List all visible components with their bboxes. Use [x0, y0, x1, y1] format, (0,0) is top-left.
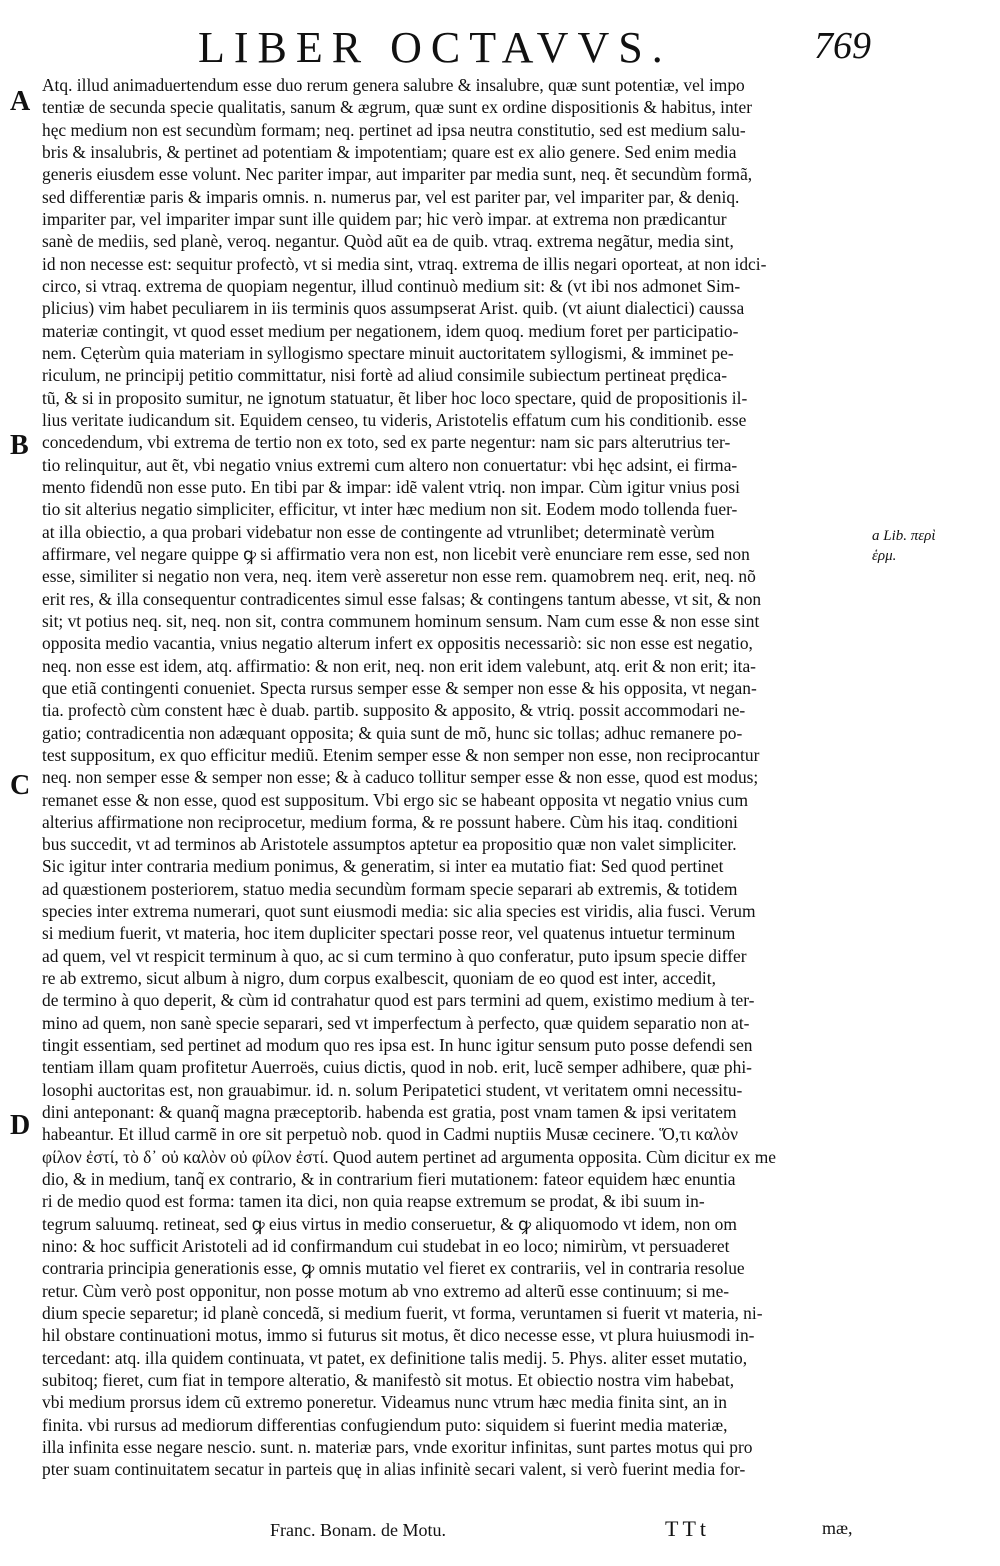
text-line: de termino à quo deperit, & cùm id contrahatur quod est pars termini ad quem, existimo medium à ter-	[42, 990, 755, 1011]
text-line: species inter extrema numerari, quot sunt eiusmodi media: sic alia species est viridis, alia fusci. Verum	[42, 901, 756, 922]
text-line: re ab extremo, sicut album à nigro, dum corpus exalbescit, quoniam de eo quod est inter, accedit,	[42, 968, 716, 989]
marginal-note-line: ἑρμ.	[872, 548, 897, 564]
text-line: sanè de mediis, sed planè, veroq. negantur. Quòd aũt ea de quib. vtraq. extrema negãtur, media sint,	[42, 231, 734, 252]
text-line: materiæ contingit, vt quod esset medium per negationem, idem quoq. medium foret per participatio-	[42, 320, 739, 341]
text-line: pter suam continuitatem secatur in parteis quę in alias infinitè secari valent, si verò fuerint media for-	[42, 1459, 746, 1480]
text-line: Sic igitur inter contraria medium ponimus, & generatim, si inter ea mutatio fiat: Sed quod pertinet	[42, 856, 724, 877]
text-line: ad quem, vel vt respicit terminum à quo, ac si cum termino à quo conferatur, puto ipsum specie differ	[42, 945, 747, 966]
text-line: affirmare, vel negare quippe ꝙ si affirmatio vera non est, non licebit verè enunciare rem esse, sed non	[42, 543, 750, 564]
text-line: opposita medio vacantia, vnius negatio alterum infert ex oppositis necessariò: sic non esse est negatio,	[42, 633, 753, 654]
section-letter-a: A	[10, 86, 31, 117]
text-line: si medium fuerit, vt materia, hoc item dupliciter spectari posse reor, vel quatenus intuetur terminum	[42, 923, 736, 944]
text-line: hęc medium non est secundùm formam; neq. pertinet ad ipsa neutra constitutio, sed est medium salu-	[42, 119, 746, 140]
text-line: tũ, & si in proposito sumitur, ne ignotum statuatur, ẽt liber hoc loco spectare, quid de propositionis il-	[42, 387, 748, 408]
text-line: sit; vt potius neq. sit, neq. non sit, contra communem hominum sensum. Nam cum esse & non esse sint	[42, 610, 760, 631]
catchword: mæ,	[822, 1518, 853, 1538]
text-line: esse, similiter si negatio non vera, neq. item verè asseretur non esse rem. quamobrem neq. erit, neq. nõ	[42, 566, 756, 587]
text-line: Atq. illud animaduertendum esse duo rerum genera salubre & insalubre, quæ sunt potentiæ, vel impo	[42, 75, 745, 95]
text-line: tio sit alterius negatio simpliciter, efficitur, vt inter hæc medium non sit. Eodem modo tollenda fuer-	[42, 499, 738, 520]
marginal-note-line: a Lib. περὶ	[872, 528, 936, 544]
text-line: at illa obiectio, a qua probari videbatur non esse de contingente ad vtrunlibet; determinatè verùm	[42, 521, 715, 542]
text-line: circo, si vtraq. extrema de quopiam negentur, illud continuò medium sit: & (vt ibi nos admonet Sim-	[42, 275, 741, 296]
text-line: dini anteponant: & quanq̃ magna præceptorib. habenda est gratia, post vnam tamen & ipsi veritatem	[42, 1102, 737, 1123]
page-number: 769	[814, 25, 871, 67]
text-line: plicius) vim habet peculiarem in iis terminis quos assumpserat Arist. quib. (vt aiunt dialectici) caussa	[42, 298, 745, 319]
text-line: tentiam illam quam profitetur Auerroës, cuius dictis, quod in nob. erit, lucẽ semper adhibere, quæ phi-	[42, 1057, 752, 1078]
footer-author: Franc. Bonam. de Motu.	[270, 1520, 446, 1540]
signature-mark: TTt	[665, 1516, 710, 1541]
text-line: tentiæ de secunda specie qualitatis, sanum & ægrum, quæ sunt ex ordine dispositionis & habitus, inter	[42, 97, 753, 118]
text-line: losophi auctoritas est, non grauabimur. id. n. solum Peripatetici student, vt veritatem omni necessitu-	[42, 1079, 743, 1100]
text-line: concedendum, vbi extrema de tertio non ex toto, sed ex parte negentur: nam sic pars alterutrius ter-	[42, 432, 731, 453]
text-line: neq. non semper esse & semper non esse; & à caduco tollitur semper esse & non esse, quod est modus;	[42, 767, 759, 788]
text-line: que etiã contingenti conueniet. Specta rursus semper esse & semper non esse & his opposita, vt negan-	[42, 677, 757, 698]
text-line: alterius affirmatione non reciprocetur, medium forma, & re possunt habere. Cùm his itaq. conditioni	[42, 811, 738, 832]
text-line: bus succedit, vt ad terminos ab Aristotele assumptos aptetur ea propositio quæ non valet simpliciter.	[42, 834, 737, 855]
text-line: remanet esse & non esse, quod est suppositum. Vbi ergo sic se habeant opposita vt negatio vnius cum	[42, 789, 748, 810]
text-line: φίλον ἐστί, τὸ δ᾽ οὐ καλὸν οὐ φίλον ἐστί. Quod autem pertinet ad argumenta opposita. Cùm dicitur ex me	[42, 1146, 776, 1167]
text-line: hil obstare continuationi motus, immo si futurus sit motus, ẽt dico necesse esse, vt plura huiusmodi in-	[42, 1325, 755, 1346]
text-line: retur. Cùm verò post opponitur, non posse motum ab vno extremo ad alterũ esse continuum; si me-	[42, 1280, 730, 1301]
text-line: lius veritate iudicandum sit. Equidem censeo, tu videris, Aristotelis effatum cum his conditionib. esse	[42, 409, 747, 430]
text-line: erit res, & illa consequentur contradicentes simul esse falsas; & contingens tantum abesse, vt sit, & non	[42, 588, 762, 609]
section-letter-b: B	[10, 430, 29, 461]
text-line: vbi medium prorsus idem cũ extremo poneretur. Videamus nunc vtrum hæc media finita sint, an in	[42, 1392, 727, 1413]
text-line: impariter par, vel impariter impar sunt ille quidem par; hic verò impar. at extrema non prædicantur	[42, 208, 727, 229]
header-title: LIBER OCTAVVS.	[198, 23, 672, 72]
text-line: tegrum saluumq. retineat, sed ꝙ eius virtus in medio conseruetur, & ꝙ aliquomodo vt idem, non om	[42, 1213, 737, 1234]
text-line: gatio; contradicentia non adæquant opposita; & quia sunt de mõ, hunc sic tollas; adhuc remanere po-	[42, 722, 743, 743]
text-line: tercedant: atq. illa quidem continuata, vt patet, ex definitione talis medij. 5. Phys. aliter esset mutatio,	[42, 1347, 748, 1368]
section-letter-c: C	[10, 770, 31, 801]
text-line: nem. Cęterùm quia materiam in syllogismo spectare minuit auctoritatem syllogismi, & imminet pe-	[42, 342, 734, 363]
text-line: neq. non esse est idem, atq. affirmatio: & non erit, neq. non erit idem valebunt, atq. erit & non erit; ita-	[42, 655, 756, 676]
text-line: tio relinquitur, aut ẽt, vbi negatio vnius extremi cum altero non conuertatur: vbi hęc adsint, ei firma-	[42, 454, 738, 475]
body-text-block	[42, 74, 868, 1481]
text-line: dio, & in medium, tanq̃ ex contrario, & in contrarium fieri mutationem: fateor equidem hæc enuntia	[42, 1169, 736, 1190]
text-line: mino ad quem, non sanè specie separari, sed vt imperfectum à perfecto, quæ quidem separatio non at-	[42, 1012, 750, 1033]
text-line: finita. vbi rursus ad mediorum differentias confugiendum puto: siquidem si fuerint media materiæ,	[42, 1414, 728, 1435]
section-letter-d: D	[10, 1110, 31, 1141]
text-line: test suppositum, ex quo efficitur mediũ. Etenim semper esse & non semper non esse, non reciprocantur	[42, 744, 760, 765]
text-line: illa infinita esse negare nescio. sunt. n. materiæ pars, vnde exoritur infinitas, sunt partes motus qui pro	[42, 1437, 753, 1458]
marginal-note	[872, 526, 936, 566]
text-line: tingit essentiam, sed pertinet ad modum quo res ipsa est. In hunc igitur sensum puto posse defendi sen	[42, 1035, 753, 1056]
text-line: ri de medio quod est forma: tamen ita dici, non quia reapse extremum se prodat, & ibi suum in-	[42, 1191, 705, 1212]
text-line: nino: & hoc sufficit Aristoteli ad id confirmandum cui studebat in eo loco; nimirùm, vt persuaderet	[42, 1236, 730, 1257]
text-line: mento fidendũ non esse puto. En tibi par & impar: idẽ valent vtriq. non impar. Cùm igitur vnius posi	[42, 476, 740, 497]
text-line: ad quæstionem posteriorem, statuo media secundùm formam specie separari ab extremis, & totidem	[42, 878, 738, 899]
text-line: tia. profectò cùm constent hæc è duab. partib. supposito & apposito, & vtriq. possit accommodari ne-	[42, 700, 746, 721]
text-line: bris & insalubris, & pertinet ad potentiam & impotentiam; quare est ex alio genere. Sed enim media	[42, 141, 737, 162]
text-line: contraria principia generationis esse, ꝙ omnis mutatio vel fieret ex contrariis, vel in contraria resolue	[42, 1258, 745, 1279]
text-line: riculum, ne principij petitio committatur, nisi fortè ad aliud consimile subiectum pertineat prędica-	[42, 365, 728, 386]
text-line: id non necesse est: sequitur profectò, vt si media sint, vtraq. extrema de illis negari oporteat, at non idci-	[42, 253, 767, 274]
text-line: habeantur. Et illud carmẽ in ore sit perpetuò nob. quod in Cadmi nuptiis Musæ cecinere. Ὅ,τι καλὸν	[42, 1124, 738, 1145]
text-line: generis eiusdem esse volunt. Nec pariter impar, aut impariter par media sunt, neq. ẽt secundùm formã,	[42, 164, 753, 185]
text-line: sed differentiæ paris & imparis omnis. n. numerus par, vel est pariter par, vel impariter par, & deniq.	[42, 186, 740, 207]
text-line: dium specie separetur; id planè concedã, si medium fuerit, vt forma, veruntamen si fuerit vt materia, ni-	[42, 1303, 763, 1324]
text-line: subitoq; fieret, cum fiat in tempore alteratio, & manifestò sit motus. Et obiectio nostra vim habebat,	[42, 1370, 735, 1391]
